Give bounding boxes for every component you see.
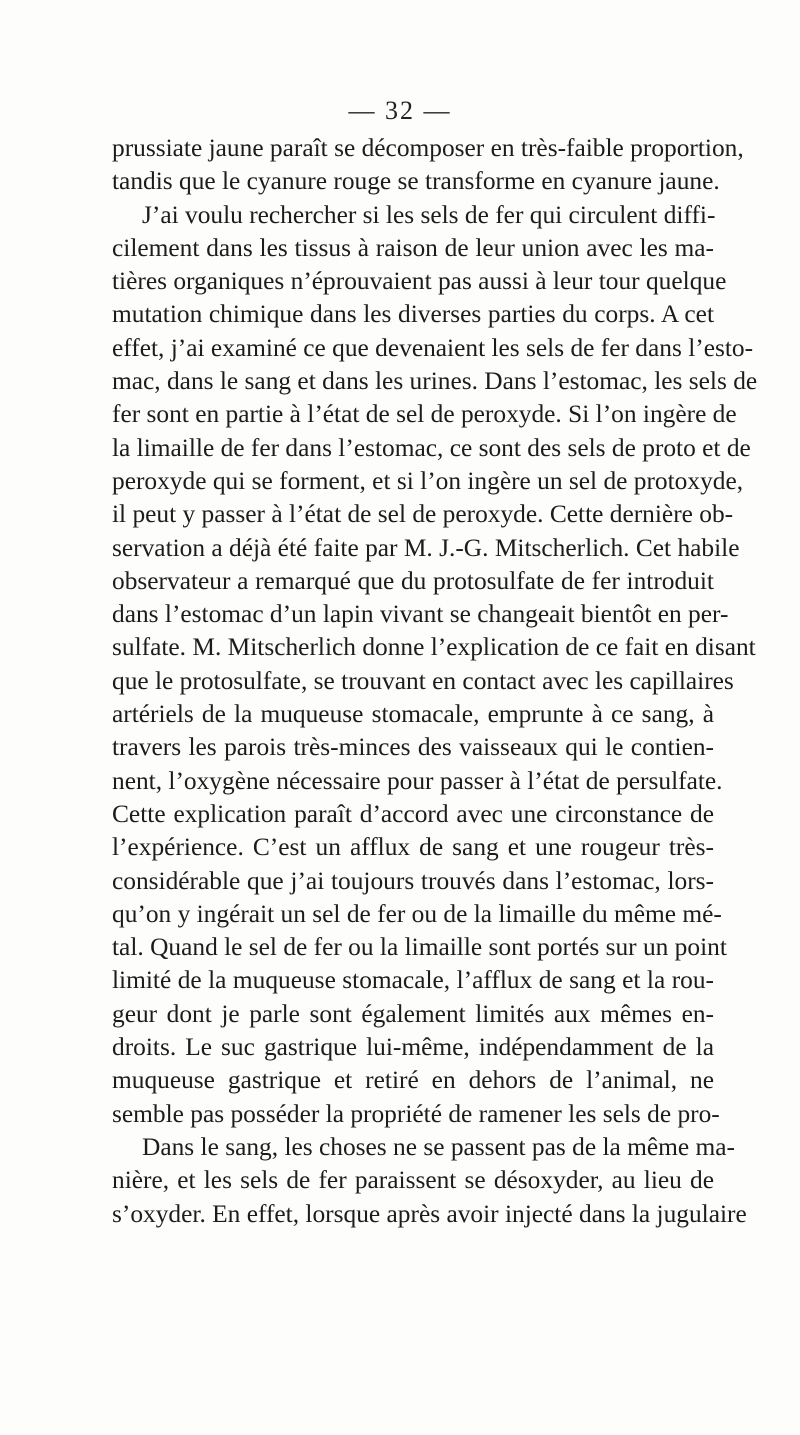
text-line: geur dont je parle sont également limités aux mêmes en- xyxy=(112,999,714,1028)
text-line: nière, et les sels de fer paraissent se désoxyder, au lieu de xyxy=(112,1166,714,1195)
text-line: mutation chimique dans les diverses parties du corps. A cet xyxy=(112,300,714,329)
text-line: la limaille de fer dans l’estomac, ce sont des sels de proto et de xyxy=(112,433,751,462)
text-line: servation a déjà été faite par M. J.-G. Mitscherlich. Cet habile xyxy=(112,533,740,562)
page-number: — 32 — xyxy=(348,96,452,125)
text-line: que le protosulfate, se trouvant en contact avec les capillaires xyxy=(112,666,734,695)
text-line: travers les parois très-minces des vaisseaux qui le contien- xyxy=(112,733,714,762)
text-line: tandis que le cyanure rouge se transforme en cyanure jaune. xyxy=(112,167,720,196)
text-line: qu’on y ingérait un sel de fer ou de la limaille du même mé- xyxy=(112,899,722,928)
text-line: muqueuse gastrique et retiré en dehors de l’animal, ne xyxy=(112,1066,714,1095)
text-line: J’ai voulu rechercher si les sels de fer qui circulent diffi- xyxy=(142,200,716,229)
text-line: mac, dans le sang et dans les urines. Dans l’estomac, les sels de xyxy=(112,367,758,396)
text-line: limité de la muqueuse stomacale, l’afflux de sang et la rou- xyxy=(112,966,714,995)
text-line: prussiate jaune paraît se décomposer en très-faible proportion, xyxy=(112,134,744,162)
text-line: cilement dans les tissus à raison de leur union avec les ma- xyxy=(112,233,714,262)
text-line: sulfate. M. Mitscherlich donne l’explication de ce fait en disant xyxy=(112,633,756,662)
text-line: Dans le sang, les choses ne se passent pas de la même ma- xyxy=(142,1132,735,1161)
text-line: il peut y passer à l’état de sel de peroxyde. Cette dernière ob- xyxy=(112,500,734,529)
text-line: dans l’estomac d’un lapin vivant se changeait bientôt en per- xyxy=(112,600,729,629)
text-line: considérable que j’ai toujours trouvés dans l’estomac, lors- xyxy=(112,866,714,895)
text-line: tières organiques n’éprouvaient pas aussi à leur tour quelque xyxy=(112,267,727,296)
text-line: tal. Quand le sel de fer ou la limaille sont portés sur un point xyxy=(112,933,727,962)
text-line: droits. Le suc gastrique lui-même, indépendamment de la xyxy=(112,1033,714,1062)
text-line: artériels de la muqueuse stomacale, emprunte à ce sang, à xyxy=(112,700,714,729)
text-line: s’oxyder. En effet, lorsque après avoir injecté dans la jugulaire xyxy=(112,1199,747,1228)
text-line: fer sont en partie à l’état de sel de peroxyde. Si l’on ingère de xyxy=(112,400,737,429)
text-line: l’expérience. C’est un afflux de sang et une rougeur très- xyxy=(112,833,714,862)
text-line: Cette explication paraît d’accord avec une circonstance de xyxy=(112,799,714,828)
body-text xyxy=(112,132,758,1231)
text-line: semble pas posséder la propriété de ramener les sels de pro- xyxy=(112,1099,720,1128)
text-line: observateur a remarqué que du protosulfate de fer introduit xyxy=(112,566,714,595)
text-line: effet, j’ai examiné ce que devenaient les sels de fer dans l’esto- xyxy=(112,333,754,362)
text-line: nent, l’oxygène nécessaire pour passer à l’état de persulfate. xyxy=(112,766,723,795)
text-line: peroxyde qui se forment, et si l’on ingère un sel de protoxyde, xyxy=(112,466,744,495)
